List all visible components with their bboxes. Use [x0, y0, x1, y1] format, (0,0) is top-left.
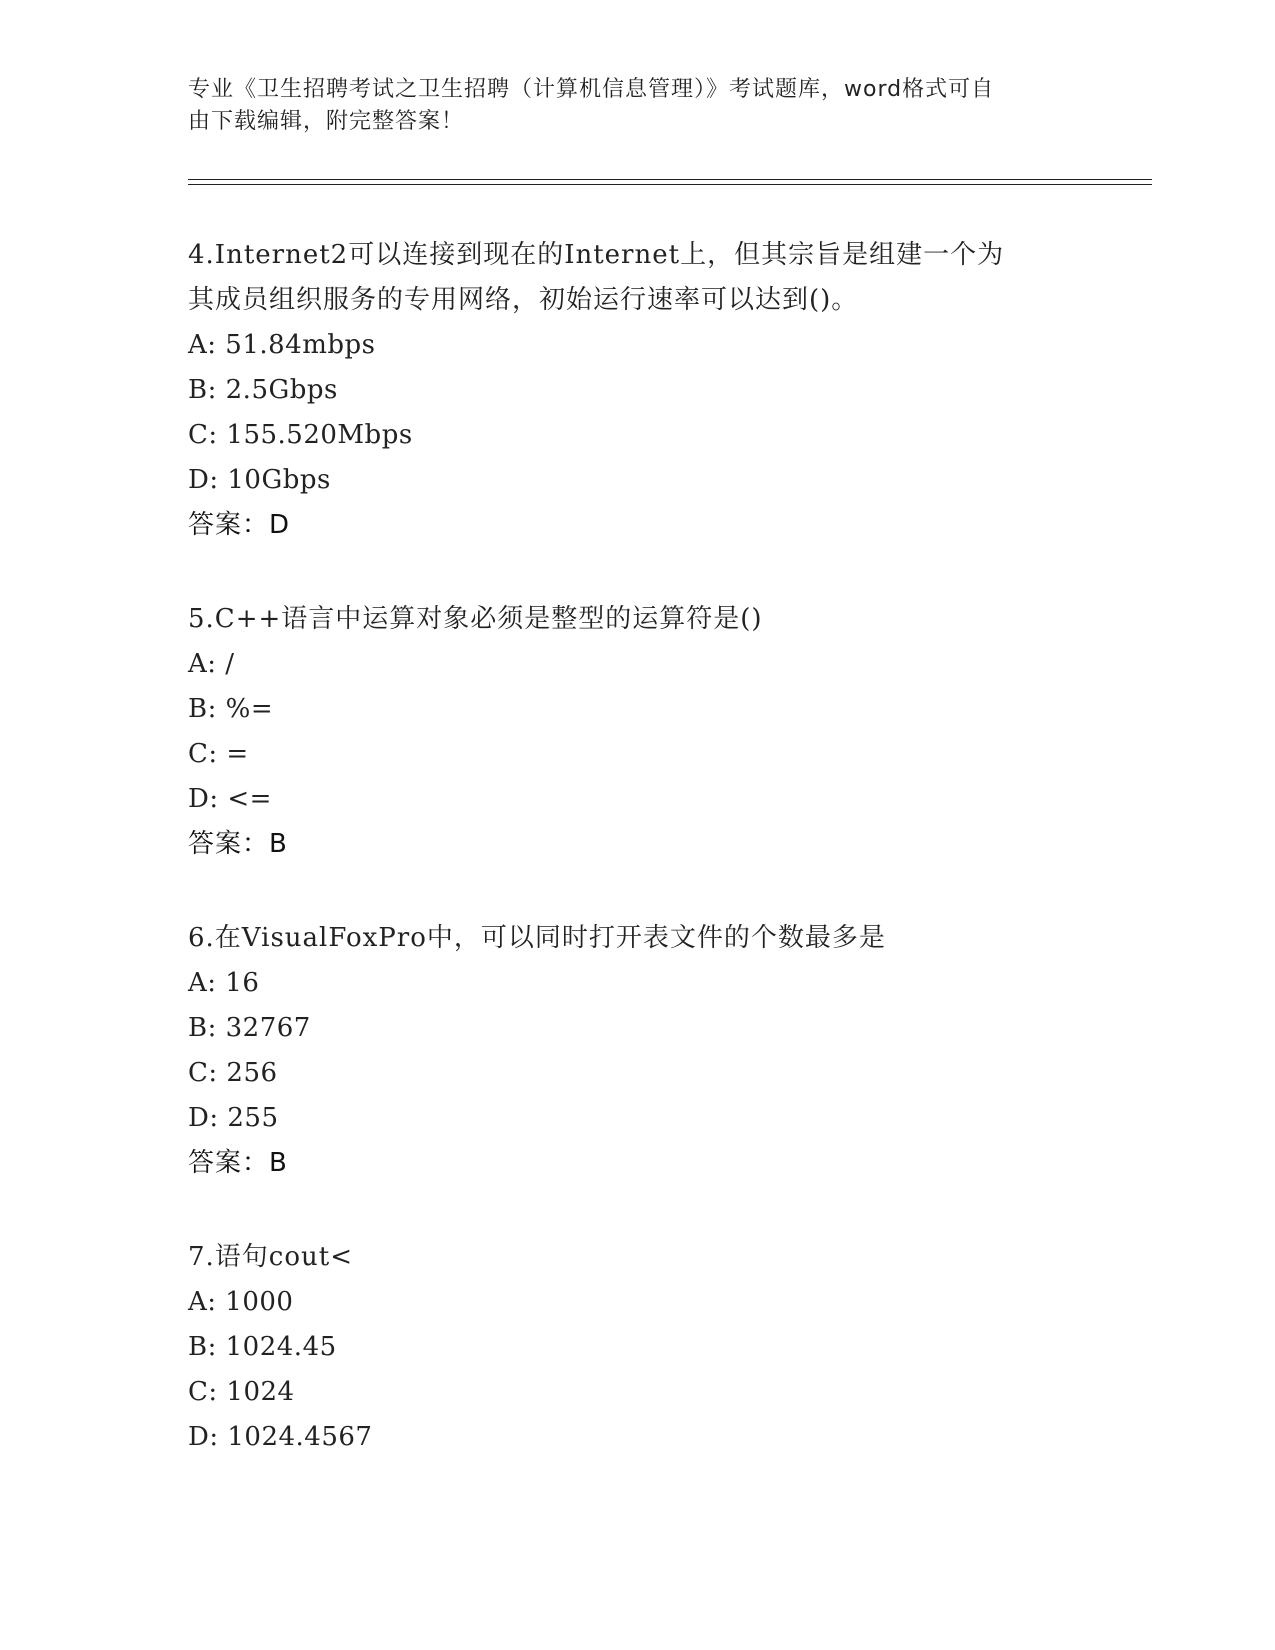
document-header-note [188, 74, 1068, 138]
question-4 [188, 233, 1088, 548]
header-line-1: 专业《卫生招聘考试之卫生招聘（计算机信息管理）》考试题库，word格式可自 [188, 77, 995, 102]
option-a: A: 16 [188, 968, 260, 998]
answer-label: 答案：D [188, 510, 291, 540]
option-a: A: 1000 [188, 1287, 294, 1317]
question-stem: 7.语句cout< [188, 1242, 354, 1272]
option-c: C: = [188, 739, 249, 769]
option-d: D: 255 [188, 1103, 279, 1133]
option-a: A: / [188, 649, 235, 679]
option-b: B: 2.5Gbps [188, 375, 338, 405]
question-stem: 5.C++语言中运算对象必须是整型的运算符是() [188, 604, 763, 634]
option-b: B: 32767 [188, 1013, 311, 1043]
option-d: D: <= [188, 784, 272, 814]
header-divider-top [188, 179, 1152, 180]
question-5 [188, 597, 1088, 867]
option-c: C: 1024 [188, 1377, 295, 1407]
answer-label: 答案：B [188, 829, 288, 859]
option-c: C: 256 [188, 1058, 278, 1088]
answer-label: 答案：B [188, 1148, 288, 1178]
question-7 [188, 1235, 1088, 1460]
header-line-2: 由下载编辑，附完整答案！ [188, 109, 465, 134]
header-divider-bottom [188, 184, 1152, 185]
question-stem: 4.Internet2可以连接到现在的Internet上，但其宗旨是组建一个为 [188, 240, 1005, 270]
question-6 [188, 916, 1088, 1186]
option-b: B: 1024.45 [188, 1332, 337, 1362]
question-stem-continued: 其成员组织服务的专用网络，初始运行速率可以达到()。 [188, 285, 859, 315]
option-d: D: 10Gbps [188, 465, 331, 495]
option-c: C: 155.520Mbps [188, 420, 413, 450]
option-d: D: 1024.4567 [188, 1422, 373, 1452]
option-a: A: 51.84mbps [188, 330, 376, 360]
option-b: B: %= [188, 694, 274, 724]
question-stem: 6.在VisualFoxPro中，可以同时打开表文件的个数最多是 [188, 923, 886, 953]
